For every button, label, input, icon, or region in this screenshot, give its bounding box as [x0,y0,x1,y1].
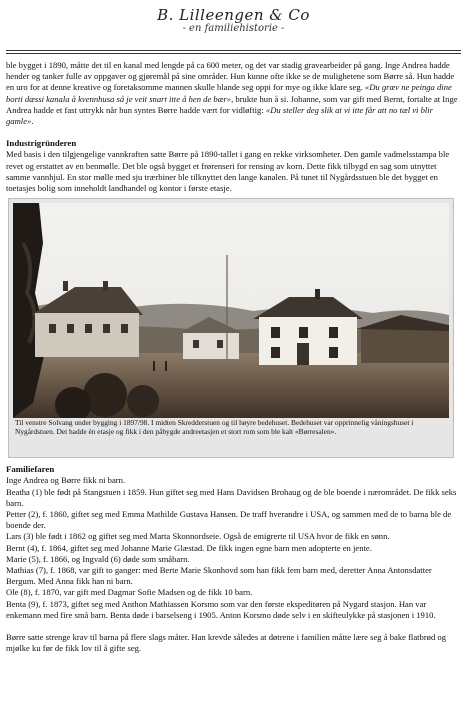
subtitle-dash-right: - [280,23,285,34]
photo-figure [8,198,454,458]
section-heading-familie: Familiefaren [6,464,55,475]
header-rule-top [6,50,461,51]
photo-caption: Til venstre Solvang under bygging i 1897/98. I midten Skredderstuen og til høyre bedehuset. Bedehuset var opprinnelig våningshuset i Nygårdstuen. Det hadde én etasje og fikk i den påbygde andreetasjen et stort rom som ble kalt «Børresalen». [15,418,414,437]
intro-text-3: . [31,116,34,127]
familie-line: Marie (5), f. 1866, og Ingvald (6) døde som småbarn. [6,553,190,564]
familie-line: Mathias (7), f. 1868, var gift to ganger: med Berte Marie Skonhovd som han fikk fem barn med, deretter Anna Antonsdatter Bergum. Med Anna fikk han ni barn. [6,565,432,587]
intro-paragraph [6,60,461,127]
intro-text-1: ble bygget i 1890, måtte det til en kanal med lengde på ca 600 meter, og det var stadig gravearbeider på gang. Inge Andrea hadde hender og tanker fulle av oppgaver og gjøremål på sine områder. Hun kunne ofte ikke se de mulighetene som Børre så. Hun hadde en uro for at denne kreative og foretaksomme mannen skulle blande seg oppi for mye og ikke klare seg. [6,60,455,93]
section-heading-industri: Industrigründeren [6,138,77,149]
familie-line: Lars (3) ble født i 1862 og giftet seg med Marta Skonnordseie. Også de emigrerte til USA hvor de fikk en sønn. [6,531,390,542]
intro-quote-1: «Du græv ne peinga dine borti dæssi kanala å kvennhusa så je veit snart itte å hen de bær» [6,82,452,104]
header-subtitle [0,23,467,34]
intro-text-2: , brukte hun å si. Johanne, som var gift med Bernt, fortalte at Inge Andrea hadde et fast uttrykk når hun syntes Børre hadde vært for vidløftig: [6,93,458,115]
familie-line: Ole (8), f. 1870, var gift med Dagmar Sofie Madsen og de fikk 10 barn. [6,587,253,598]
familie-line: Benta (9), f. 1873, giftet seg med Anthon Mathiassen Korsmo som var den første ekspeditøren på Nygard stasjon. Han var enkemann med fire små barn. Benta døde i barselseng i 1905. Anton Korsmo døde selv i en skifteulykke på stasjonen i 1910. [6,598,436,620]
familie-line: Petter (2), f. 1860, giftet seg med Emma Mathilde Gustava Hansen. De traff hverandre i USA, og sammen med de to barna ble de boende der. [6,509,452,531]
familie-line: Beatha (1) ble født på Stangstuen i 1859. Hun giftet seg med Hans Davidsen Brohaug og de ble boende i nærområdet. De fikk seks barn. [6,486,457,508]
familie-line: Bernt (4), f. 1864, giftet seg med Johanne Marie Glæstad. De fikk ingen egne barn men adopterte en jente. [6,542,372,553]
subtitle-dash-left: - [182,23,187,34]
subtitle-text: en familiehistorie [189,23,278,34]
intro-quote-2: «Du steller deg slik at vi itte får att no tæl vi blir gamle» [6,104,433,127]
article-body [6,60,461,654]
closing-paragraph: Børre satte strenge krav til barna på flere slags måter. Han krevde således at døtrene i familien måtte lære seg å bake flatbrød og mjølke ku før de fikk lov til å gifte seg. [6,632,447,654]
familie-line: Inge Andrea og Børre fikk ni barn. [6,475,126,486]
page-header [0,6,467,34]
header-rule-bottom [6,53,461,54]
historic-photo [13,203,449,418]
header-title: B. Lilleengen & Co [157,6,310,24]
industri-paragraph: Med basis i den tilgjengelige vannkraften satte Børre på 1890-tallet i gang en rekke virksomheter. Den gamle vadmelsstampa ble revet og erstattet av en benmølle. Det ble også bygget et frørenseri for rensing av korn. Dette fikk tilbygd en sag som utnyttet samme vannhjul. En stor mølle med sju trærbiner ble tilknyttet den lange kanalen. På tunet til Nygårdsstuen ble det bygget en toetasjes bolig som inneholdt landhandel og kontor i første etasje. [6,149,450,194]
